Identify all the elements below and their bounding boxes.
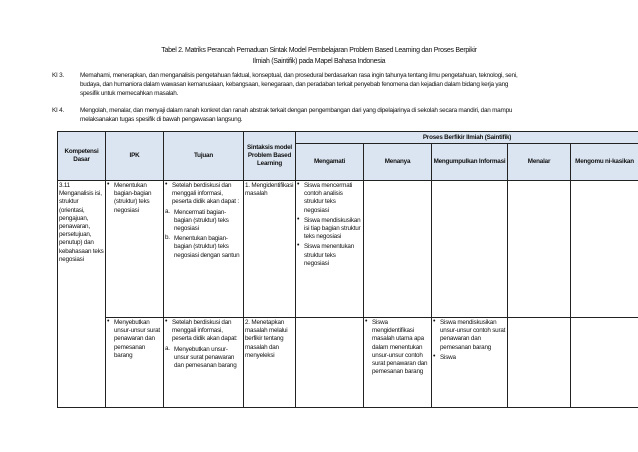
mengamati-item: • Siswa mendiskusikan isi tiap bagian struktur teks negosiasi — [296, 216, 363, 243]
tujuan-cell — [164, 318, 244, 408]
ipk-item: • Menentukan bagian-bagian (struktur) teks negosiasi — [106, 181, 163, 216]
mengomunikasikan-cell — [571, 318, 638, 408]
menalar-cell — [508, 181, 571, 318]
header-mengomunikasikan: Mengomu ni-kasikan — [571, 144, 638, 181]
tujuan-item-text: Menentukan bagian-bagian (struktur) teks negosiasi dengan santun — [174, 235, 240, 259]
tujuan-item — [164, 234, 243, 261]
menanya-cell — [364, 181, 432, 318]
header-kompetensi-dasar: Kompetensi Dasar — [58, 132, 106, 181]
tujuan-item — [164, 345, 243, 372]
ki4-code: KI 4. — [52, 107, 64, 114]
sintaksis-cell — [244, 181, 296, 318]
header-mengamati: Mengamati — [296, 144, 364, 181]
ki4-line: Mengolah, menalar, dan menyaji dalam ranah konkret dan ranah abstrak terkait dengan pengembangan dari yang dipelajarinya di sekolah secara mandiri, dan mampu — [80, 107, 513, 114]
kd-cell — [58, 181, 106, 408]
tujuan-intro: • Setelah berdiskusi dan menggali informasi, peserta didik akan dapat: — [164, 318, 243, 345]
tujuan-item-label: a. — [165, 344, 170, 352]
ipk-item: • Menyebutkan unsur-unsur surat penawaran dan pemesanan barang — [106, 318, 163, 361]
header-mengumpulkan-informasi: Mengumpulkan Informasi — [432, 144, 508, 181]
mengamati-cell — [296, 318, 364, 408]
tujuan-item — [164, 208, 243, 235]
menanya-cell — [364, 318, 432, 408]
menalar-cell — [508, 318, 571, 408]
tujuan-intro: • Setelah berdiskusi dan menggali informasi, peserta didik akan dapat : — [164, 181, 243, 208]
header-tujuan: Tujuan — [164, 132, 244, 181]
mengamati-cell — [296, 181, 364, 318]
mengamati-item: • Siswa mencermati contoh analisis struktur teks negosiasi — [296, 181, 363, 216]
ki3-line: budaya, dan humaniora dalam wawasan kemanusiaan, kebangsaan, kenegaraan, dan peradaban terkait penyebab fenomena dan kejadian dalam bidang kerja yang — [80, 81, 509, 88]
table-caption-line-1: Tabel 2. Matriks Perancah Pemaduan Sintak Model Pembelajaran Problem Based Learning dan Proses Berpikir — [161, 47, 477, 54]
tujuan-item-label: b. — [165, 234, 170, 242]
sintaksis-text: 1. Mengidentifikasi masalah — [245, 182, 294, 198]
tujuan-item-text: Menyebutkan unsur-unsur surat penawaran dan pemesanan barang — [174, 345, 237, 370]
header-menanya: Menanya — [364, 144, 432, 181]
table-row — [58, 318, 638, 408]
table-row — [58, 181, 638, 318]
table-caption-line-2: Ilmiah (Saintifik) pada Mapel Bahasa Indonesia — [252, 58, 386, 65]
header-proses-berfikir: Proses Berfikir Ilmiah (Saintifik) — [296, 132, 638, 144]
sintaksis-text: 2. Menetapkan masalah melalui berfikir tentang masalah dan menyeleksi — [245, 319, 288, 359]
ipk-cell — [106, 318, 164, 408]
kd-text: 3.11 Menganalisis isi, struktur (orientasi, pengajuan, penawaran, persetujuan, penutup) dan kebahasaan teks negosiasi — [59, 182, 104, 263]
ki3-line: spesifik untuk memecahkan masalah. — [80, 90, 179, 97]
mengomunikasikan-cell — [571, 181, 638, 318]
ki4-line: melaksanakan tugas spesifik di bawah pengawasan langsung. — [80, 116, 243, 123]
tujuan-item-text: Mencermati bagian-bagian (struktur) teks negosiasi — [174, 208, 229, 233]
matrix-table — [57, 131, 638, 408]
header-menalar: Menalar — [508, 144, 571, 181]
menanya-item: • Siswa mengidentifikasi masalah utama apa dalam menentukan unsur-unsur contoh surat penawaran dan pemesanan barang — [364, 318, 431, 377]
tujuan-cell — [164, 181, 244, 318]
header-sintaksis: Sintaksis model Problem Based Learning — [244, 132, 296, 181]
sintaksis-cell — [244, 318, 296, 408]
ki3-line: Memahami, menerapkan, dan menganalisis pengetahuan faktual, konseptual, dan prosedural berdasarkan rasa ingin tahunya tentang ilmu pengetahuan, teknologi, seni, — [80, 72, 518, 79]
ipk-cell — [106, 181, 164, 318]
header-ipk: IPK — [106, 132, 164, 181]
mengamati-item: • Siswa menentukan struktur teks negosiasi — [296, 242, 363, 269]
ki3-code: KI 3. — [52, 72, 64, 79]
mengumpulkan-item: • Siswa — [432, 353, 507, 363]
mengumpulkan-cell — [432, 181, 508, 318]
mengumpulkan-item: • Siswa mendiskusikan unsur-unsur contoh surat penawaran dan pemesanan barang — [432, 318, 507, 353]
tujuan-item-label: a. — [165, 207, 170, 215]
mengumpulkan-cell — [432, 318, 508, 408]
